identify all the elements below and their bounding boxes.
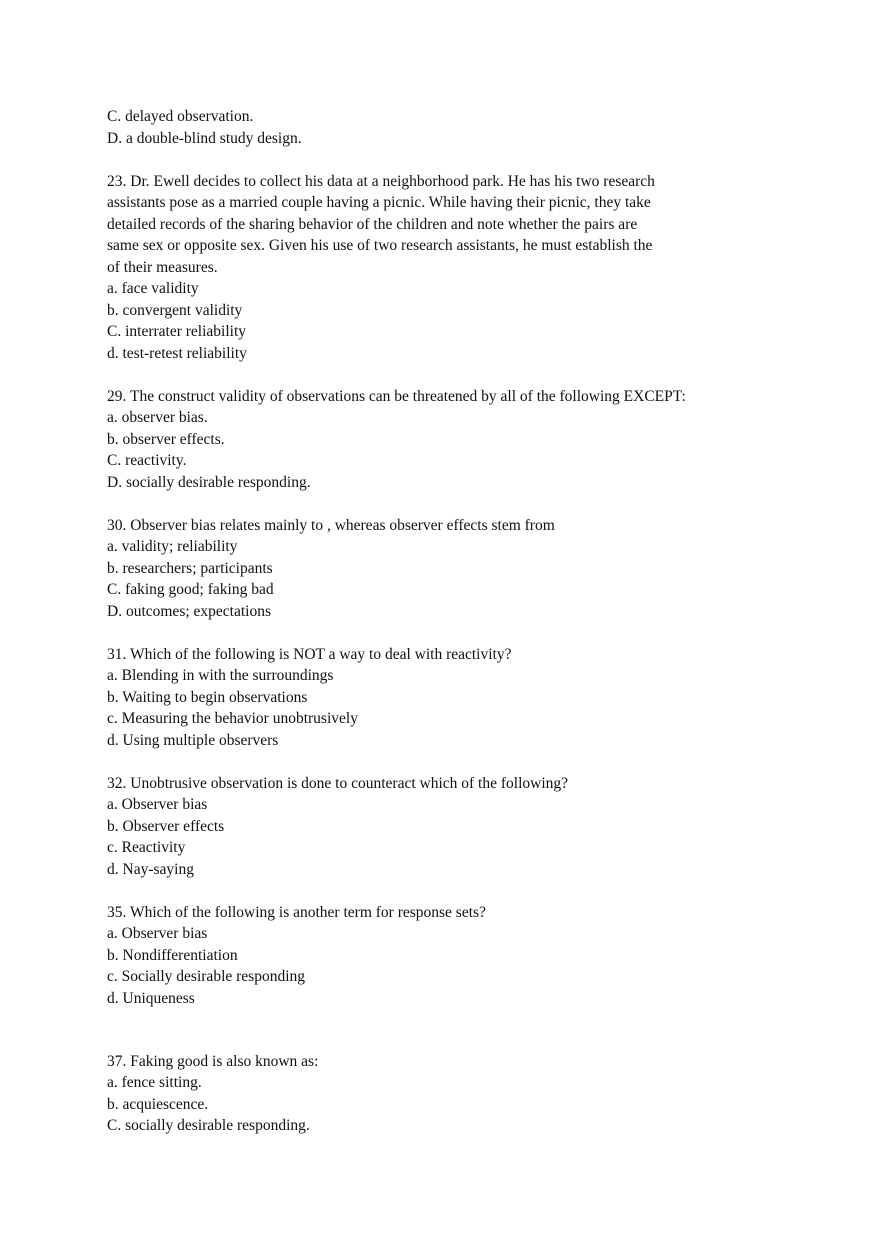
question-23-stem-line: detailed records of the sharing behavior of the children and note whether the pairs are xyxy=(107,216,638,233)
question-35-option: a. Observer bias xyxy=(107,925,208,942)
question-31-option: b. Waiting to begin observations xyxy=(107,689,308,706)
question-35-stem: 35. Which of the following is another term for response sets? xyxy=(107,904,486,921)
question-29-option: D. socially desirable responding. xyxy=(107,474,311,491)
question-23-stem-line: assistants pose as a married couple having a picnic. While having their picnic, they take xyxy=(107,194,651,211)
question-37-option: C. socially desirable responding. xyxy=(107,1117,310,1134)
question-37-option: b. acquiescence. xyxy=(107,1096,209,1113)
question-23-option: a. face validity xyxy=(107,280,199,297)
question-32-stem: 32. Unobtrusive observation is done to counteract which of the following? xyxy=(107,775,569,792)
question-30-option: b. researchers; participants xyxy=(107,560,273,577)
question-35-option: c. Socially desirable responding xyxy=(107,968,306,985)
question-35-option: d. Uniqueness xyxy=(107,990,195,1007)
question-32-option: d. Nay-saying xyxy=(107,861,194,878)
question-23-option: C. interrater reliability xyxy=(107,323,247,340)
question-30-stem: 30. Observer bias relates mainly to , whereas observer effects stem from xyxy=(107,517,555,534)
question-23-option: d. test-retest reliability xyxy=(107,345,247,362)
option-line: C. delayed observation. xyxy=(107,108,254,125)
question-29-option: a. observer bias. xyxy=(107,409,208,426)
question-23-stem-line: of their measures. xyxy=(107,259,218,276)
question-31-option: a. Blending in with the surroundings xyxy=(107,667,334,684)
question-30-option: a. validity; reliability xyxy=(107,538,238,555)
question-31-stem: 31. Which of the following is NOT a way to deal with reactivity? xyxy=(107,646,512,663)
question-29-stem: 29. The construct validity of observations can be threatened by all of the following EXCEPT: xyxy=(107,388,686,405)
question-29-option: b. observer effects. xyxy=(107,431,225,448)
option-line: D. a double-blind study design. xyxy=(107,130,302,147)
question-23-stem-line: same sex or opposite sex. Given his use of two research assistants, he must establish the xyxy=(107,237,653,254)
question-31-option: d. Using multiple observers xyxy=(107,732,279,749)
question-32-option: c. Reactivity xyxy=(107,839,186,856)
question-30-option: D. outcomes; expectations xyxy=(107,603,271,620)
question-32-option: b. Observer effects xyxy=(107,818,225,835)
question-30-option: C. faking good; faking bad xyxy=(107,581,274,598)
question-37-option: a. fence sitting. xyxy=(107,1074,202,1091)
question-29-option: C. reactivity. xyxy=(107,452,187,469)
question-35-option: b. Nondifferentiation xyxy=(107,947,238,964)
question-23-option: b. convergent validity xyxy=(107,302,243,319)
question-31-option: c. Measuring the behavior unobtrusively xyxy=(107,710,358,727)
question-37-stem: 37. Faking good is also known as: xyxy=(107,1053,319,1070)
question-23-stem-line: 23. Dr. Ewell decides to collect his data at a neighborhood park. He has his two research xyxy=(107,173,655,190)
question-32-option: a. Observer bias xyxy=(107,796,208,813)
